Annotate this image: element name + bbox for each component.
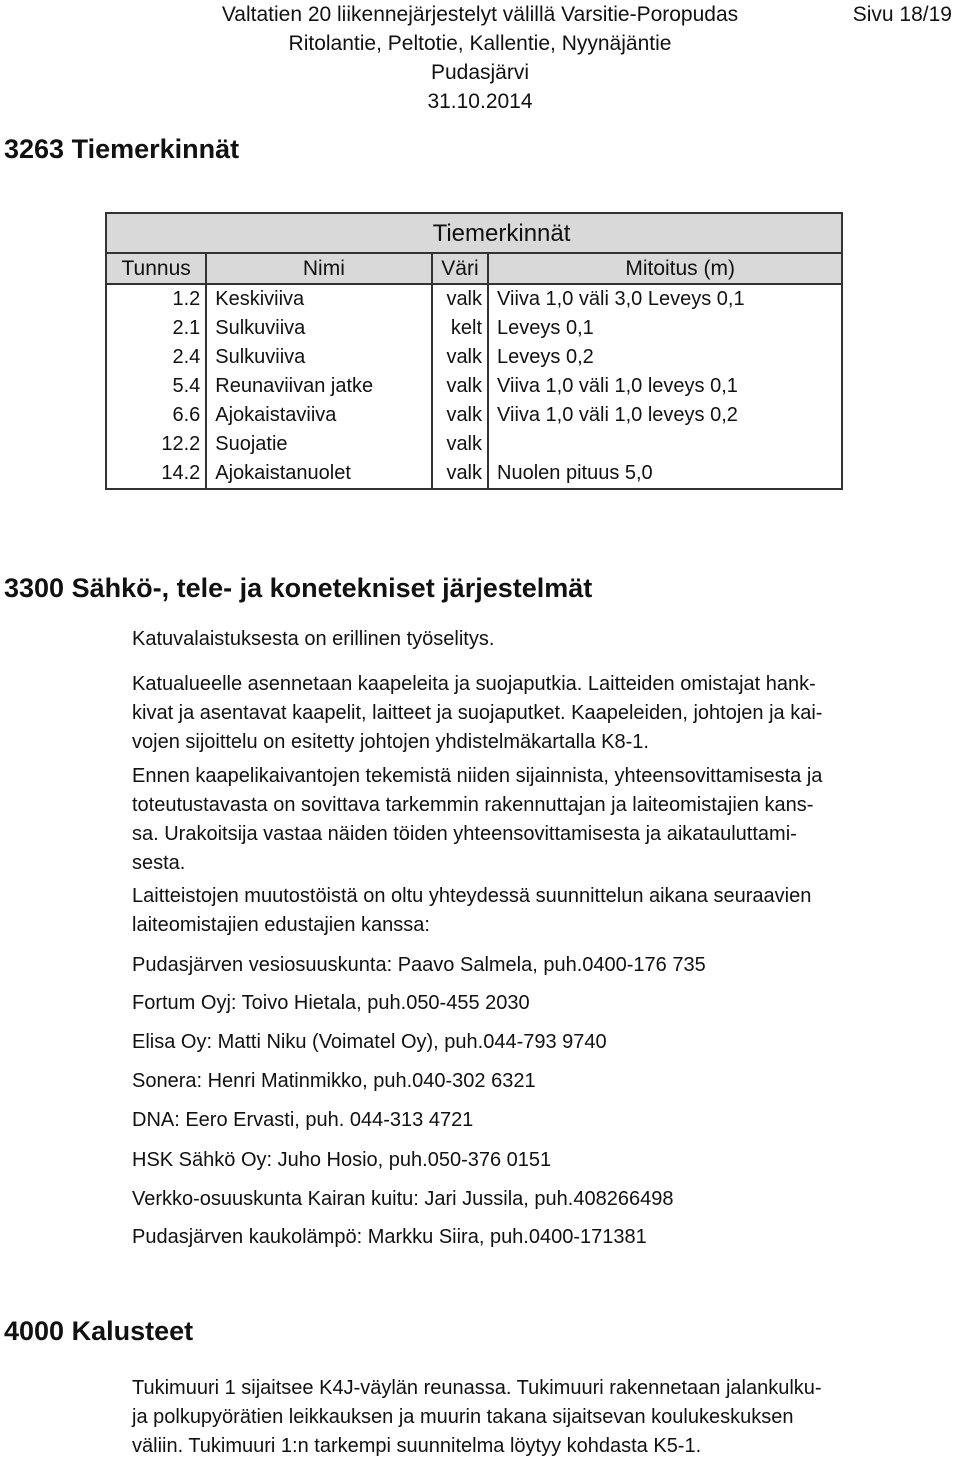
paragraph-owners-intro: [132, 882, 956, 940]
paragraph-line: Ennen kaapelikaivantojen tekemistä niiden sijainnista, yhteensovittamisesta ja: [132, 765, 823, 787]
cell-color: valk: [432, 372, 488, 401]
paragraph-street-lighting: Katuvalaistuksesta on erillinen työselitys.: [132, 628, 495, 650]
document-title-line-2: Ritolantie, Peltotie, Kallentie, Nyynäjäntie: [288, 32, 672, 55]
column-header-mitoitus: Mitoitus (m): [488, 253, 842, 284]
cell-name: Reunaviivan jatke: [206, 372, 432, 401]
paragraph-excavation: [132, 762, 956, 878]
paragraph-line: Tukimuuri 1 sijaitsee K4J-väylän reunassa. Tukimuuri rakennetaan jalankulku-: [132, 1377, 822, 1399]
paragraph-line: laiteomistajien edustajien kanssa:: [132, 914, 430, 936]
contact-line: Elisa Oy: Matti Niku (Voimatel Oy), puh.044-793 9740: [132, 1031, 607, 1053]
document-title-block: [160, 0, 800, 116]
cell-name: Keskiviiva: [206, 284, 432, 314]
contact-line: Verkko-osuuskunta Kairan kuitu: Jari Jussila, puh.408266498: [132, 1188, 674, 1210]
section-heading-4000: 4000 Kalusteet: [4, 1316, 194, 1346]
paragraph-line: sesta.: [132, 852, 186, 874]
cell-color: valk: [432, 284, 488, 314]
document-date: 31.10.2014: [427, 90, 533, 113]
paragraph-line: kivat ja asentavat kaapelit, laitteet ja suojaputket. Kaapeleiden, johtojen ja kai-: [132, 702, 823, 724]
table-row: [106, 314, 842, 343]
cell-name: Suojatie: [206, 430, 432, 459]
cell-code: 5.4: [106, 372, 206, 401]
contact-line: DNA: Eero Ervasti, puh. 044-313 4721: [132, 1109, 474, 1131]
cell-dimensions: [488, 430, 842, 459]
paragraph-line: sa. Urakoitsija vastaa näiden töiden yhteensovittamisesta ja aikatauluttami-: [132, 823, 797, 845]
cell-code: 2.1: [106, 314, 206, 343]
cell-color: valk: [432, 343, 488, 372]
table-row: [106, 459, 842, 489]
section-heading-3300: 3300 Sähkö-, tele- ja konetekniset järjestelmät: [4, 573, 593, 603]
table-row: [106, 401, 842, 430]
cell-code: 6.6: [106, 401, 206, 430]
paragraph-line: väliin. Tukimuuri 1:n tarkempi suunnitelma löytyy kohdasta K5-1.: [132, 1435, 702, 1457]
cell-name: Ajokaistanuolet: [206, 459, 432, 489]
table-row: [106, 372, 842, 401]
table-row: [106, 284, 842, 314]
table-caption: Tiemerkinnät: [106, 213, 842, 253]
cell-name: Sulkuviiva: [206, 343, 432, 372]
cell-code: 1.2: [106, 284, 206, 314]
cell-color: valk: [432, 401, 488, 430]
cell-code: 2.4: [106, 343, 206, 372]
contact-line: Sonera: Henri Matinmikko, puh.040-302 6321: [132, 1070, 536, 1092]
document-title-line-3: Pudasjärvi: [430, 61, 530, 84]
cell-dimensions: Leveys 0,2: [488, 343, 842, 372]
section-heading-3263: 3263 Tiemerkinnät: [4, 134, 240, 164]
document-title-line-1: Valtatien 20 liikennejärjestelyt välillä Varsitie-Poropudas: [221, 3, 739, 26]
contact-line: Pudasjärven kaukolämpö: Markku Siira, puh.0400-171381: [132, 1226, 647, 1248]
paragraph-line: Laitteistojen muutostöistä on oltu yhteydessä suunnittelun aikana seuraavien: [132, 885, 812, 907]
contact-line: HSK Sähkö Oy: Juho Hosio, puh.050-376 0151: [132, 1149, 552, 1171]
column-header-nimi: Nimi: [206, 253, 432, 284]
page-number: Sivu 18/19: [852, 3, 952, 26]
cell-code: 12.2: [106, 430, 206, 459]
paragraph-line: vojen sijoittelu on esitetty johtojen yhdistelmäkartalla K8-1.: [132, 731, 649, 753]
paragraph-line: toteutustavasta on sovittava tarkemmin rakennuttajan ja laiteomistajien kans-: [132, 794, 814, 816]
cell-dimensions: Leveys 0,1: [488, 314, 842, 343]
table-row: [106, 343, 842, 372]
paragraph-line: Katualueelle asennetaan kaapeleita ja suojaputkia. Laitteiden omistajat hank-: [132, 673, 816, 695]
cell-color: kelt: [432, 314, 488, 343]
paragraph-cables: [132, 670, 956, 757]
cell-color: valk: [432, 459, 488, 489]
table-row: [106, 430, 842, 459]
cell-color: valk: [432, 430, 488, 459]
paragraph-retaining-wall: [132, 1374, 956, 1461]
cell-code: 14.2: [106, 459, 206, 489]
cell-dimensions: Nuolen pituus 5,0: [488, 459, 842, 489]
column-header-vari: Väri: [432, 253, 488, 284]
page-header: [0, 0, 960, 113]
paragraph-line: ja polkupyörätien leikkauksen ja muurin takana sijaitsevan koulukeskuksen: [132, 1406, 794, 1428]
cell-dimensions: Viiva 1,0 väli 1,0 leveys 0,1: [488, 372, 842, 401]
column-header-tunnus: Tunnus: [106, 253, 206, 284]
road-markings-table: [105, 212, 843, 490]
cell-dimensions: Viiva 1,0 väli 1,0 leveys 0,2: [488, 401, 842, 430]
cell-dimensions: Viiva 1,0 väli 3,0 Leveys 0,1: [488, 284, 842, 314]
cell-name: Ajokaistaviiva: [206, 401, 432, 430]
contact-line: Pudasjärven vesiosuuskunta: Paavo Salmela, puh.0400-176 735: [132, 954, 706, 976]
contact-line: Fortum Oyj: Toivo Hietala, puh.050-455 2030: [132, 992, 530, 1014]
cell-name: Sulkuviiva: [206, 314, 432, 343]
